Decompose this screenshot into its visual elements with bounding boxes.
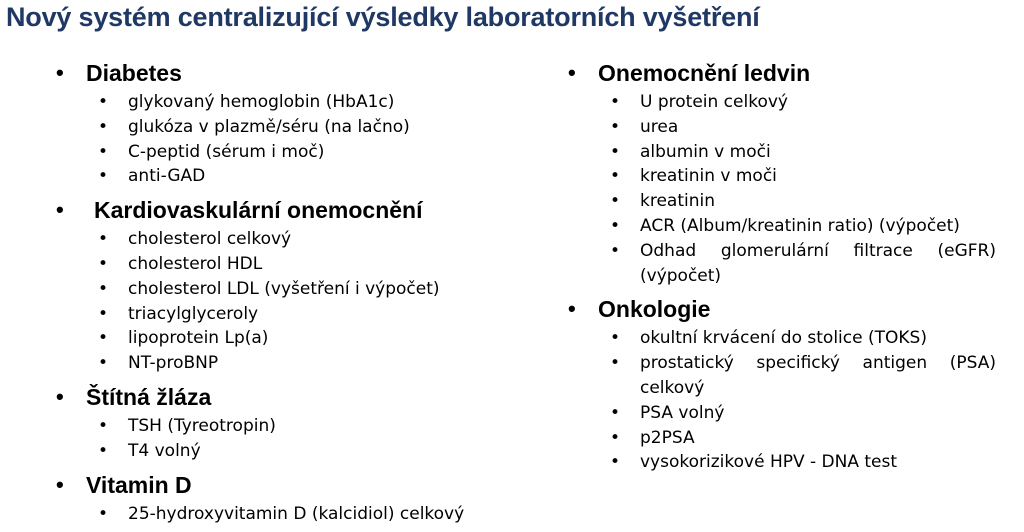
list-item: • ACR (Album/kreatinin ratio) (výpočet) <box>566 214 996 239</box>
section-heading: • Vitamin D <box>54 470 524 500</box>
list-item: • kreatinin <box>566 189 996 214</box>
list-item: • TSH (Tyreotropin) <box>54 414 524 439</box>
list-item: • okultní krvácení do stolice (TOKS) <box>566 326 996 351</box>
section-list <box>54 414 524 464</box>
list-item: • p2PSA <box>566 426 996 451</box>
section-vitamin-d <box>54 470 524 527</box>
section-list <box>54 502 524 527</box>
list-item: • 25-hydroxyvitamin D (kalcidiol) celkový <box>54 502 524 527</box>
left-column <box>54 58 524 532</box>
section-heading: • Kardiovaskulární onemocnění <box>54 195 524 225</box>
list-item: • kreatinin v moči <box>566 164 996 189</box>
list-item: • vysokorizikové HPV - DNA test <box>566 450 996 475</box>
list-item: • lipoprotein Lp(a) <box>54 326 524 351</box>
list-item: • cholesterol celkový <box>54 227 524 252</box>
list-item: • triacylglyceroly <box>54 302 524 327</box>
list-item: • anti-GAD <box>54 164 524 189</box>
list-item: • glukóza v plazmě/séru (na lačno) <box>54 115 524 140</box>
section-list <box>54 227 524 376</box>
list-item: • NT-proBNP <box>54 351 524 376</box>
section-cardiovascular <box>54 195 524 376</box>
list-item: • urea <box>566 115 996 140</box>
list-item: • PSA volný <box>566 401 996 426</box>
section-diabetes <box>54 58 524 189</box>
section-heading: • Diabetes <box>54 58 524 88</box>
list-item: • T4 volný <box>54 439 524 464</box>
section-list <box>54 90 524 189</box>
list-item: • C-peptid (sérum i moč) <box>54 140 524 165</box>
section-heading: • Štítná žláza <box>54 382 524 412</box>
section-list <box>566 90 996 288</box>
section-heading: • Onkologie <box>566 294 996 324</box>
list-item: • cholesterol HDL <box>54 252 524 277</box>
page-title: Nový systém centralizující výsledky laboratorních vyšetření <box>6 2 760 32</box>
list-item: • glykovaný hemoglobin (HbA1c) <box>54 90 524 115</box>
section-thyroid <box>54 382 524 464</box>
list-item: • Odhad glomerulární filtrace (eGFR) (výpočet) <box>566 239 996 289</box>
list-item: • prostatický specifický antigen (PSA) celkový <box>566 351 996 401</box>
section-oncology <box>566 294 996 475</box>
right-column <box>566 58 996 481</box>
section-kidney <box>566 58 996 288</box>
section-list <box>566 326 996 475</box>
list-item: • albumin v moči <box>566 140 996 165</box>
list-item: • U protein celkový <box>566 90 996 115</box>
list-item: • cholesterol LDL (vyšetření i výpočet) <box>54 277 524 302</box>
section-heading: • Onemocnění ledvin <box>566 58 996 88</box>
